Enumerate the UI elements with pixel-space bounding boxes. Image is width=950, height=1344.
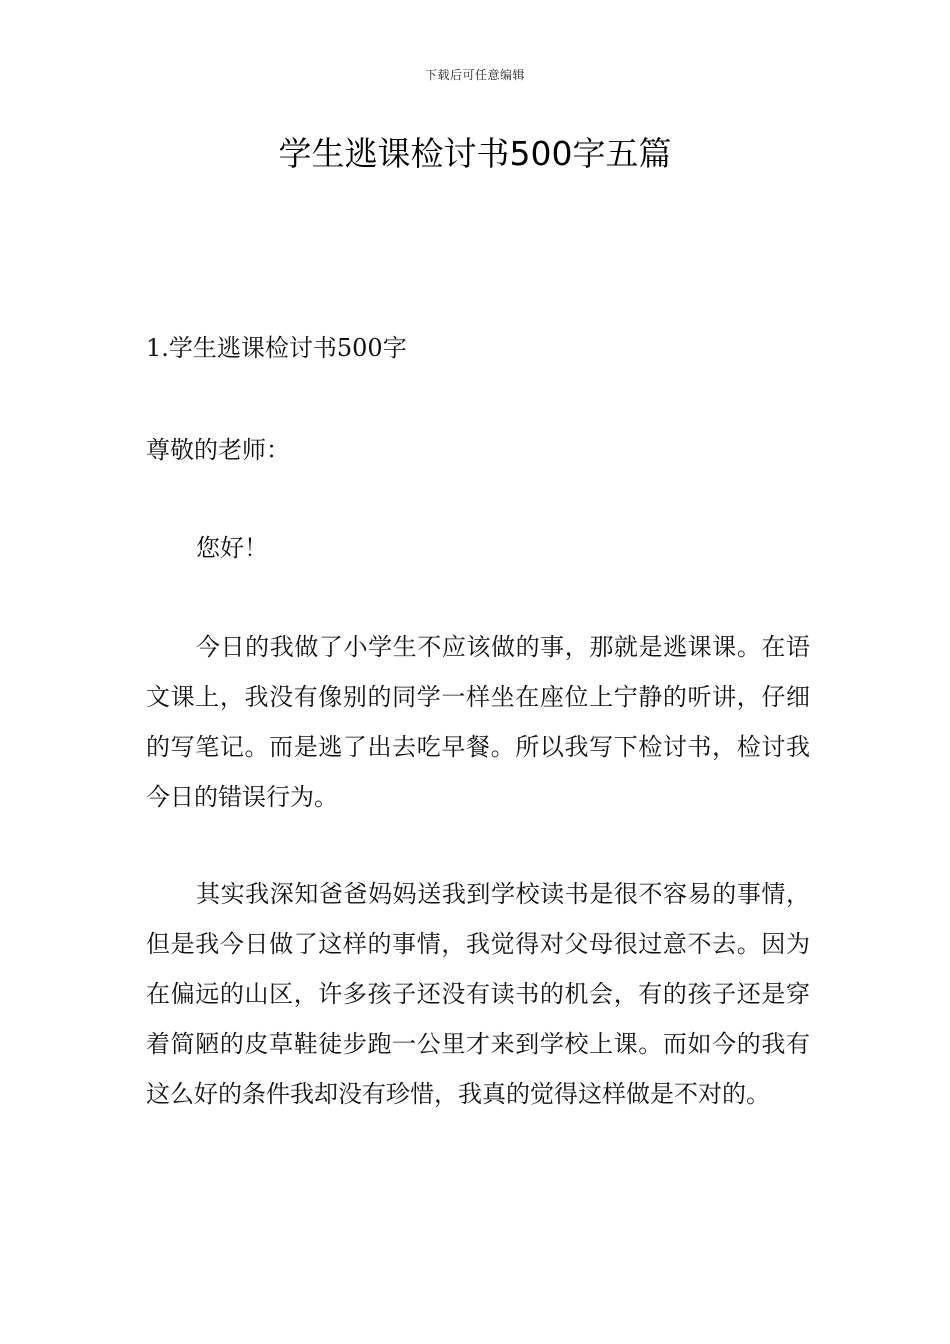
section-heading: 1.学生逃课检讨书500字 xyxy=(146,334,407,362)
header-note: 下载后可任意编辑 xyxy=(424,68,525,82)
page-title: 学生逃课检讨书500字五篇 xyxy=(278,134,672,173)
greeting: 您好！ xyxy=(196,534,268,562)
salutation: 尊敬的老师： xyxy=(146,436,290,464)
paragraph: 今日的我做了小学生不应该做的事，那就是逃课课。在语文课上，我没有像别的同学一样坐在座位上宁静的听讲，仔细的写笔记。而是逃了出去吃早餐。所以我写下检讨书，检讨我今日的错误行为。 xyxy=(146,633,810,811)
paragraph: 其实我深知爸爸妈妈送我到学校读书是很不容易的事情，但是我今日做了这样的事情，我觉得对父母很过意不去。因为在偏远的山区，许多孩子还没有读书的机会，有的孩子还是穿着简陋的皮草鞋徒步跑一公里才来到学校上课。而如今的我有这么好的条件我却没有珍惜，我真的觉得这样做是不对的。 xyxy=(146,880,810,1108)
